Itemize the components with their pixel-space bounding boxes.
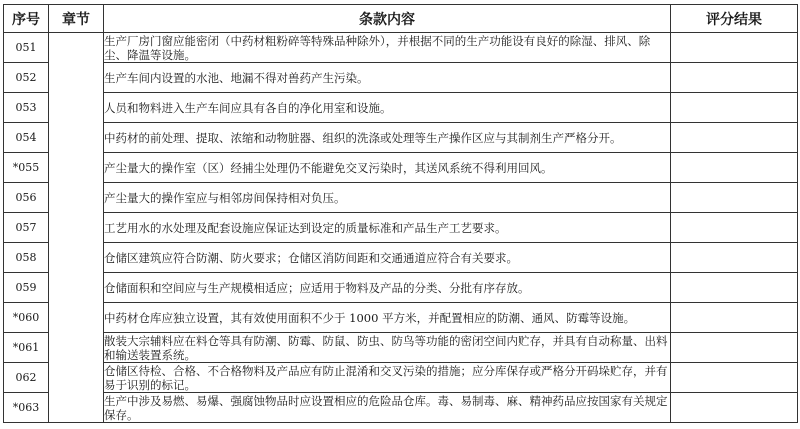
score-cell[interactable] (671, 333, 798, 363)
score-cell[interactable] (671, 93, 798, 123)
row-content: 生产车间内设置的水池、地漏不得对兽药产生污染。 (104, 63, 671, 93)
score-cell[interactable] (671, 243, 798, 273)
score-cell[interactable] (671, 63, 798, 93)
row-content: 仓储区建筑应符合防潮、防火要求；仓储区消防间距和交通通道应符合有关要求。 (104, 243, 671, 273)
row-content: 产尘量大的操作室（区）经捕尘处理仍不能避免交叉污染时，其送风系统不得利用回风。 (104, 153, 671, 183)
table-row (4, 123, 798, 153)
row-content: 人员和物料进入生产车间应具有各自的净化用室和设施。 (104, 93, 671, 123)
chapter-cell (49, 33, 104, 423)
score-cell[interactable] (671, 183, 798, 213)
row-number: 059 (4, 273, 49, 303)
row-content: 工艺用水的水处理及配套设施应保证达到设定的质量标准和产品生产工艺要求。 (104, 213, 671, 243)
row-number: *055 (4, 153, 49, 183)
row-number: *061 (4, 333, 49, 363)
score-cell[interactable] (671, 303, 798, 333)
row-number: 058 (4, 243, 49, 273)
score-cell[interactable] (671, 33, 798, 63)
table-row (4, 213, 798, 243)
table-row (4, 153, 798, 183)
inspection-table (3, 4, 798, 423)
table-row (4, 33, 798, 63)
table-row (4, 333, 798, 363)
header-content: 条款内容 (104, 5, 671, 33)
table-row (4, 273, 798, 303)
row-content: 中药材仓库应独立设置，其有效使用面积不少于 1000 平方米，并配置相应的防潮、通风、防霉等设施。 (104, 303, 671, 333)
row-content: 中药材的前处理、提取、浓缩和动物脏器、组织的洗涤或处理等生产操作区应与其制剂生产严格分开。 (104, 123, 671, 153)
score-cell[interactable] (671, 213, 798, 243)
row-content: 产尘量大的操作室应与相邻房间保持相对负压。 (104, 183, 671, 213)
score-cell[interactable] (671, 273, 798, 303)
score-cell[interactable] (671, 393, 798, 423)
header-chapter: 章节 (49, 5, 104, 33)
table-row (4, 93, 798, 123)
header-result: 评分结果 (671, 5, 798, 33)
score-cell[interactable] (671, 153, 798, 183)
table-row (4, 393, 798, 423)
row-number: 056 (4, 183, 49, 213)
row-content: 生产厂房门窗应能密闭（中药材粗粉碎等特殊品种除外），并根据不同的生产功能设有良好的除湿、排风、除尘、降温等设施。 (104, 33, 671, 63)
row-number: 057 (4, 213, 49, 243)
score-cell[interactable] (671, 363, 798, 393)
row-number: *063 (4, 393, 49, 423)
row-number: 053 (4, 93, 49, 123)
score-cell[interactable] (671, 123, 798, 153)
row-number: 051 (4, 33, 49, 63)
row-number: 054 (4, 123, 49, 153)
table-row (4, 303, 798, 333)
row-content: 散装大宗辅料应在料仓等具有防潮、防霉、防鼠、防虫、防鸟等功能的密闭空间内贮存，并具有自动称量、出料和输送装置系统。 (104, 333, 671, 363)
table-row (4, 363, 798, 393)
table-row (4, 243, 798, 273)
row-content: 生产中涉及易燃、易爆、强腐蚀物品时应设置相应的危险品仓库。毒、易制毒、麻、精神药品应按国家有关规定保存。 (104, 393, 671, 423)
table-row (4, 63, 798, 93)
table-row (4, 183, 798, 213)
row-content: 仓储面积和空间应与生产规模相适应；应适用于物料及产品的分类、分批有序存放。 (104, 273, 671, 303)
row-number: 062 (4, 363, 49, 393)
row-content: 仓储区待检、合格、不合格物料及产品应有防止混淆和交叉污染的措施；应分库保存或严格分开码垛贮存，并有易于识别的标记。 (104, 363, 671, 393)
row-number: *060 (4, 303, 49, 333)
header-seq: 序号 (4, 5, 49, 33)
row-number: 052 (4, 63, 49, 93)
